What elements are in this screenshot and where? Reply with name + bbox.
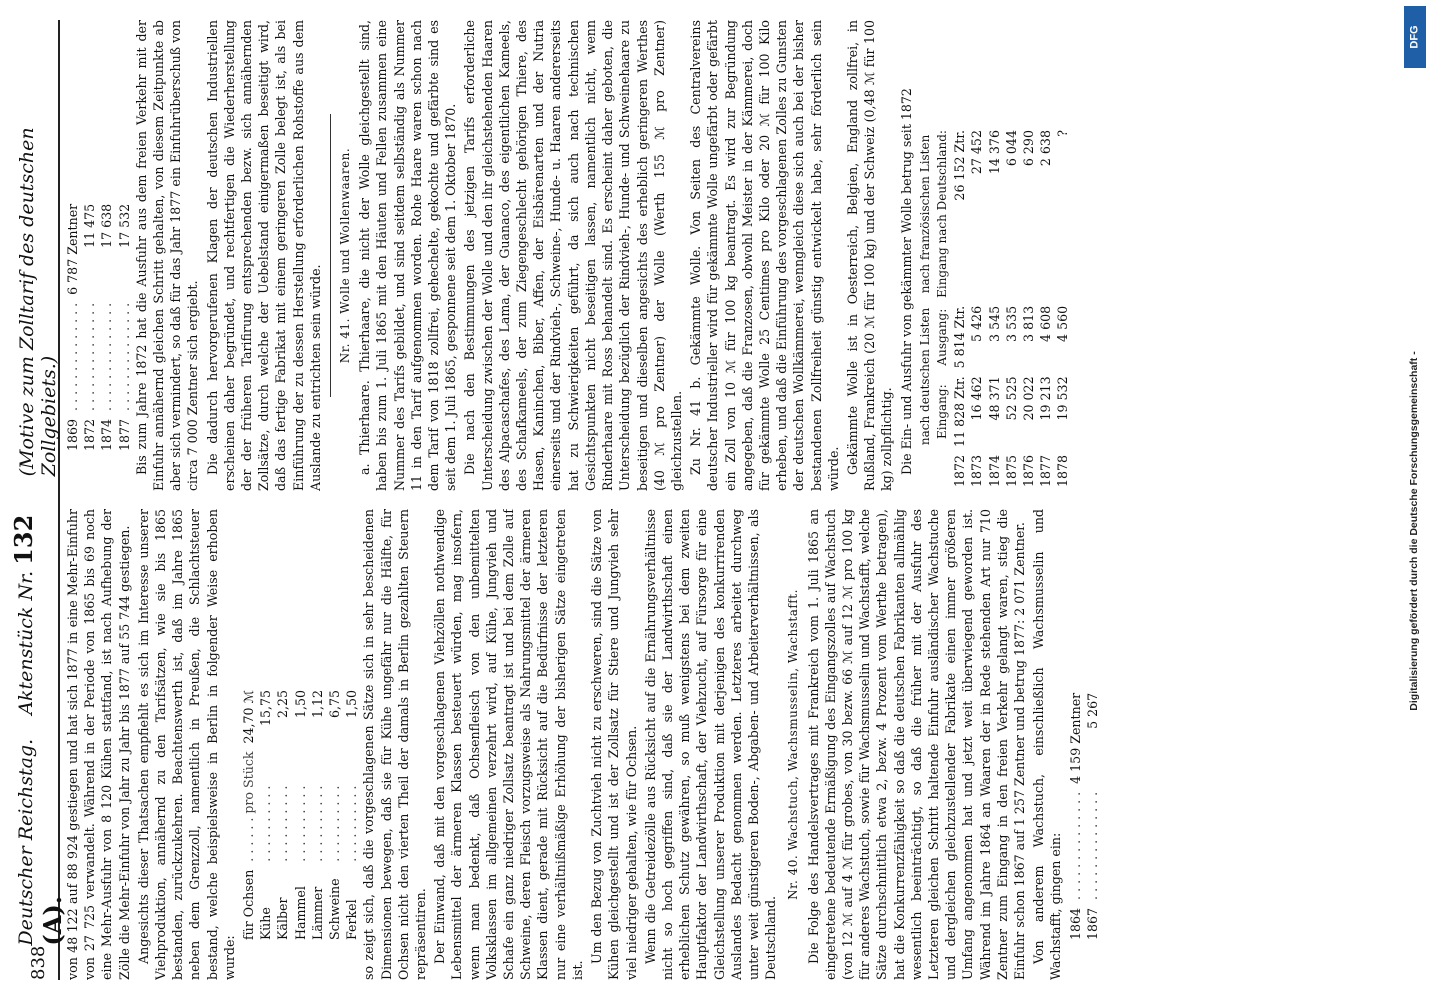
year: 1875 bbox=[1003, 454, 1019, 487]
table-row bbox=[968, 126, 985, 491]
column-header: Eingang: bbox=[934, 384, 949, 439]
animal-label: Kühe bbox=[258, 907, 274, 940]
table-row: 1869 . . . . . . . . . . . . . . 6 787 Zentner bbox=[64, 200, 81, 491]
publication-name: Deutscher Reichstag. bbox=[15, 738, 37, 946]
year: 1874 bbox=[986, 454, 1002, 487]
year: 1877 bbox=[1038, 454, 1054, 487]
paragraph: Von anderem Wachstuch, einschließlich Wachsmusselin und Wachstafft, gingen ein: bbox=[1031, 509, 1064, 980]
table-header-row bbox=[917, 126, 934, 491]
table-row: Kälber . . . . . . . . . . 2,25 bbox=[274, 686, 291, 980]
slaughter-tax-table bbox=[240, 686, 360, 980]
export-value: 3 535 bbox=[1003, 305, 1019, 342]
tax-value: 1,50 bbox=[292, 689, 308, 718]
import-value: 19 213 bbox=[1038, 376, 1054, 421]
import-value: 16 462 bbox=[969, 376, 985, 421]
tax-value: 1,12 bbox=[309, 689, 325, 718]
table-row: 1874 . . . . . . . . . . . . . . 17 638 bbox=[98, 200, 115, 491]
animal-label: Lämmer bbox=[309, 886, 325, 940]
digitization-sidebar bbox=[1396, 0, 1432, 1000]
animal-label: Schweine bbox=[327, 878, 343, 940]
french-value: ? bbox=[1055, 130, 1071, 137]
amount: 6 787 Zentner bbox=[65, 203, 80, 295]
right-column bbox=[64, 20, 1400, 491]
table-row: 1872 . . . . . . . . . . . . . . 11 475 bbox=[81, 200, 98, 491]
year: 1878 bbox=[1055, 454, 1071, 487]
wax-import-table-continued bbox=[64, 200, 133, 491]
export-value: 3 813 bbox=[1020, 305, 1036, 342]
year: 1874 bbox=[99, 418, 115, 451]
animal-label: Hammel bbox=[292, 886, 308, 940]
export-value: 3 545 bbox=[986, 305, 1002, 342]
digitization-credit: Digitalisierung gefördert durch die Deutsche Forschungsgemeinschaft - bbox=[1408, 351, 1420, 711]
amount: 5 267 bbox=[1084, 692, 1100, 729]
paragraph: von 48 122 auf 88 924 gestiegen und hat sich 1877 in eine Mehr-Einfuhr von 27 725 verwandelt. Während in der Periode von 1865 bis 69 noch eine Mehr-Ausfuhr von 8 120 Kühen stattfand, ist nach Aufhebung der Zölle die Mehr-Einfuhr von Jahr zu Jahr bis 1877 auf 55 744 gestiegen. bbox=[65, 509, 132, 980]
french-value: 6 290 bbox=[1020, 130, 1036, 167]
year: 1877 bbox=[116, 418, 132, 451]
document-label: Aktenstück Nr. bbox=[15, 570, 37, 715]
paragraph: Die nach den Bestimmungen des jetzigen Tarifs erforderliche Unterscheidung zwischen der Wolle und den ihr gleichstehenden Haaren des Alpacaschafes, des Lama, der Guanaco, des eigentlichen Kameels, des Schafkameels, der zum Ziegengeschlecht gehörigen Thiere, des Hasen, Kaninchen, Biber, Affen, der Eisbärenarten und der Nutria einerseits und der Rindvieh-, Schweine-, Hunde- u. Haaren andererseits hat zu Schwierigkeiten geführt, da sich auch nach technischen Gesichtspunkten nicht beseitigen lassen, namentlich nicht, wenn Rinderhaare mit Ross behandelt sind. Es erscheint daher geboten, die Unterscheidung bezüglich der Rindvieh-, Hunde- und Schweinehaare zu beseitigen und dieselben angesichts des erheblich geringeren Werthes (40 ℳ pro Zentner) der Wolle (Werth 155 ℳ pro Zentner) gleichzustellen. bbox=[462, 20, 684, 491]
table-row bbox=[1054, 126, 1071, 491]
paragraph: Der Einwand, daß mit den vorgeschlagenen Viehzöllen nothwendige Lebensmittel der ärmeren Klassen besteuert würden, mag insofern, wenn man bedenkt, daß Ochsenfleisch von den unbemittelten Volksklassen im allgemeinen verzehrt wird, auf Kühe, Jungvieh und Schafe ein ganz niedriger Zollsatz beantragt ist und bei dem Zolle auf Schweine, deren Fleisch vorzugsweise als Nahrungsmittel der ärmeren Klassen dient, gerade mit Rücksicht auf die Bedürfnisse der letzteren nur eine verhältnißmäßige Erhöhung der bisherigen Sätze eingetreten ist. bbox=[432, 509, 585, 980]
tax-value: 24,70 ℳ bbox=[241, 689, 257, 744]
column-header: Eingang nach Deutschland: bbox=[934, 130, 949, 298]
year: 1864 bbox=[1067, 907, 1083, 940]
table-row: Schweine . . . . . . . . . . 6,75 bbox=[326, 686, 343, 980]
page-header bbox=[9, 20, 67, 980]
amount: 17 638 bbox=[99, 203, 115, 248]
table-row: 1867 . . . . . . . . . . . . . . 5 267 bbox=[1084, 689, 1101, 980]
import-value: 52 525 bbox=[1003, 376, 1019, 421]
import-value: 11 828 Ztr. bbox=[952, 376, 968, 447]
paragraph: Zu Nr. 41 b. Gekämmte Wolle. Von Seiten des Centralvereins deutscher Industrieller wird für gekämmte Wolle ungefärbt oder gefärbt ein Zoll von 10 ℳ für 100 kg beantragt. Es wird zur Begründung angegeben, daß die Franzosen, obwohl Meister in der Kämmerei, doch für gekämmte Wolle 25 Centimes pro Kilo oder 20 ℳ für 100 Kilo erheben, und daß die Einführung des vorgeschlagenen Zolles zu Gunsten der deutschen Wollkämmerei, wenngleich diese sich auch bei der bisher bestandenen Zollfreiheit günstig entwickelt habe, sehr förderlich sein würde. bbox=[688, 20, 841, 491]
year: 1867 bbox=[1084, 907, 1100, 940]
tax-value: 1,50 bbox=[344, 689, 360, 718]
table-row bbox=[1037, 126, 1054, 491]
import-value: 19 532 bbox=[1055, 376, 1071, 421]
table-row: Lämmer . . . . . . . . . . 1,12 bbox=[309, 686, 326, 980]
header-french-lists: nach französischen Listen bbox=[917, 134, 932, 294]
french-value: 6 044 bbox=[1003, 130, 1019, 167]
animal-label: für Ochsen bbox=[241, 869, 257, 940]
export-value: 5 814 Ztr. bbox=[952, 305, 968, 369]
column-header: Ausgang: bbox=[934, 308, 949, 366]
year: 1872 bbox=[82, 418, 98, 451]
table-row: für Ochsen . . . . . . pro Stück 24,70 ℳ bbox=[240, 686, 257, 980]
paragraph: Die Ein- und Ausfuhr von gekämmter Wolle betrug seit 1872 bbox=[898, 88, 914, 475]
table-row bbox=[1003, 126, 1020, 491]
table-header-row bbox=[934, 126, 951, 491]
import-value: 48 371 bbox=[986, 376, 1002, 421]
paragraph: Gekämmte Wolle ist in Oesterreich, Belgien, England zollfrei, in Rußland, Frankreich (20 ℳ für 100 kg) und der Schweiz (0,48 ℳ für 100 kg) zollpflichtig. bbox=[844, 20, 895, 491]
paragraph: Die Folge des Handelsvertrages mit Frankreich vom 1. Juli 1865 an eingetretene bedeutende Ermäßigung des Eingangszolles auf Wachstuch (von 12 ℳ auf 4 ℳ für grobes, von 30 bezw. 66 ℳ auf 12 ℳ pro 100 kg für anderes Wachstuch, sowie für Wachsmusselin und Wachstafft, welche Sätze durchschnittlich etwa 2, bezw. 4 Prozent vom Werthe betragen), hat die Konkurrenzfähigkeit so daß die deutschen Fabrikanten allmählig wesentlich beeinträchtigt, so daß die früher mit der Ausfuhr des Letzteren gleichen Schritt haltende Einfuhr ausländischer Wachstuche und dergleichen gleichzustellender Fabrikate einen immer größeren Umfang angenommen hat und jetzt weit überwiegend geworden ist. Während im Jahre 1864 an Waaren der in Rede stehenden Art nur 710 Zentner zum Eingang in den freien Verkehr gelangt waren, stieg die Einfuhr schon 1867 auf 1 257 Zentner und betrug 1877: 2 071 Zentner. bbox=[805, 509, 1027, 980]
section-title: (Motive zum Zolltarif des deutschen Zollgebiets.) bbox=[16, 127, 60, 477]
paragraph: a. Thierhaare. Thierhaare, die nicht der Wolle gleichgestellt sind, haben bis zum 1. Juli 1865 mit den Häuten und Fellen zusammen eine Nummer des Tarifs gebildet, und sind seitdem selbständig als Nummer 11 in den Tarif aufgenommen worden. Rohe Haare waren schon nach dem Tarif von 1818 zollfrei, gehechelte, gekochte und gefärbte sind es seit dem 1. Juli 1865, gesponnene seit dem 1. Oktober 1870. bbox=[357, 20, 459, 491]
tax-value: 6,75 bbox=[327, 689, 343, 718]
document-number: 132 (A). bbox=[9, 514, 67, 946]
export-value: 5 426 bbox=[969, 305, 985, 342]
french-value: 27 452 bbox=[969, 130, 985, 175]
year: 1876 bbox=[1020, 454, 1036, 487]
header-german-lists: nach deutschen Listen bbox=[917, 307, 932, 446]
animal-label: Kälber bbox=[275, 897, 291, 940]
amount: 17 532 bbox=[116, 203, 132, 248]
amount: 4 159 Zentner bbox=[1067, 692, 1083, 784]
export-value: 4 608 bbox=[1038, 305, 1054, 342]
table-row: Ferkel . . . . . . . . . . 1,50 bbox=[343, 686, 360, 980]
french-value: 14 376 bbox=[986, 130, 1002, 175]
dfg-logo: DFG bbox=[1404, 6, 1426, 68]
amount: 11 475 bbox=[82, 203, 98, 248]
table-row: 1877 . . . . . . . . . . . . . . 17 532 bbox=[116, 200, 133, 491]
table-row bbox=[986, 126, 1003, 491]
table-row bbox=[951, 126, 968, 491]
french-value: 26 152 Ztr. bbox=[952, 130, 968, 201]
paragraph: Die dadurch hervorgerufenen Klagen der deutschen Industriellen erscheinen daher begründet, und rechtfertigen die Wiederherstellung der der früheren Tarifirung entsprechenden bezw. sich annähernden Zollsätze, durch welche der Uebelstand einigermaßen beseitigt wird, daß das fertige Fabrikat mit einem geringeren Zolle belegt ist, als bei Einführung der zu dessen Herstellung erforderlichen Rohstoffe aus dem Auslande zu entrichten sein würde. bbox=[204, 20, 323, 491]
wax-import-table bbox=[1067, 689, 1101, 980]
divider bbox=[330, 114, 331, 397]
header-title bbox=[9, 476, 67, 945]
import-value: 20 022 bbox=[1020, 376, 1036, 421]
wool-trade-table bbox=[917, 126, 1072, 491]
export-value: 4 560 bbox=[1055, 305, 1071, 342]
paragraph: Um den Bezug von Zuchtvieh nicht zu erschweren, sind die Sätze von Kühen gleichgestellt und ist der Zollsatz für Stiere und Jungvieh sehr viel niedriger gehalten, wie für Ochsen. bbox=[589, 509, 639, 980]
animal-label: Ferkel bbox=[344, 899, 360, 940]
left-column bbox=[64, 509, 1400, 980]
table-row: Kühe . . . . . . . . . . 15,75 bbox=[257, 686, 274, 980]
paragraph: so zeigt sich, daß die vorgeschlagenen Sätze sich in sehr bescheidenen Dimensionen bewegen, daß sie für Kühe ungefähr nur die Hälfte, für Ochsen nicht den vierten Theil der damals in Berlin gezahlten Steuern repräsentiren. bbox=[361, 509, 429, 980]
year: 1869 bbox=[65, 418, 80, 451]
year: 1872 bbox=[952, 454, 968, 487]
section-heading: Nr. 41. Wolle und Wollenwaaren. bbox=[338, 147, 353, 364]
year: 1873 bbox=[969, 454, 985, 487]
table-row bbox=[1020, 126, 1037, 491]
paragraph: Angesichts dieser Thatsachen empfiehlt es sich im Interesse unserer Viehproduktion, annähernd zu den Tarifsätzen, wie sie bis 1865 bestanden, zurückzukehren. Beachtenswerth ist, daß im Jahre 1865 neben dem Grenzzoll, namentlich in Preußen, die Schlachtsteuer bestand, welche beispielsweise in Berlin in folgender Weise erhoben wurde: bbox=[135, 509, 237, 980]
french-value: 2 638 bbox=[1038, 130, 1054, 167]
table-row: Hammel . . . . . . . . . . 1,50 bbox=[292, 686, 309, 980]
tax-value: 15,75 bbox=[258, 689, 274, 727]
section-heading: Nr. 40. Wachstuch, Wachsmusselin, Wachstafft. bbox=[786, 589, 801, 900]
paragraph: Bis zum Jahre 1872 hat die Ausfuhr aus dem freien Verkehr mit der Einfuhr annähernd gleichen Schritt gehalten, von diesem Zeitpunkte ab aber sich vermindert, so daß für das Jahr 1877 ein Einfuhrüberschuß von circa 7 000 Zentner sich ergiebt. bbox=[133, 20, 201, 491]
page-number: 838 bbox=[27, 945, 49, 980]
paragraph: Wenn die Getreidezölle aus Rücksicht auf die Ernährungsverhältnisse nicht so hoch gegriffen sind, daß sie der Landwirthschaft einen erheblichen Schutz gewähren, so muß wenigstens bei dem zweiten Hauptfaktor der Landwirthschaft, der Viehzucht, auf Fürsorge für eine Gleichstellung unserer Produktion mit derjenigen des konkurrirenden Auslandes Bedacht genommen werden. Letzteres arbeitet durchweg unter weit günstigeren Boden-, Abgaben- und Arbeiterverhältnissen, als Deutschland. bbox=[642, 509, 779, 980]
tax-value: 2,25 bbox=[275, 689, 291, 718]
table-row: 1864 . . . . . . . . . . . . . . 4 159 Zentner bbox=[1067, 689, 1084, 980]
